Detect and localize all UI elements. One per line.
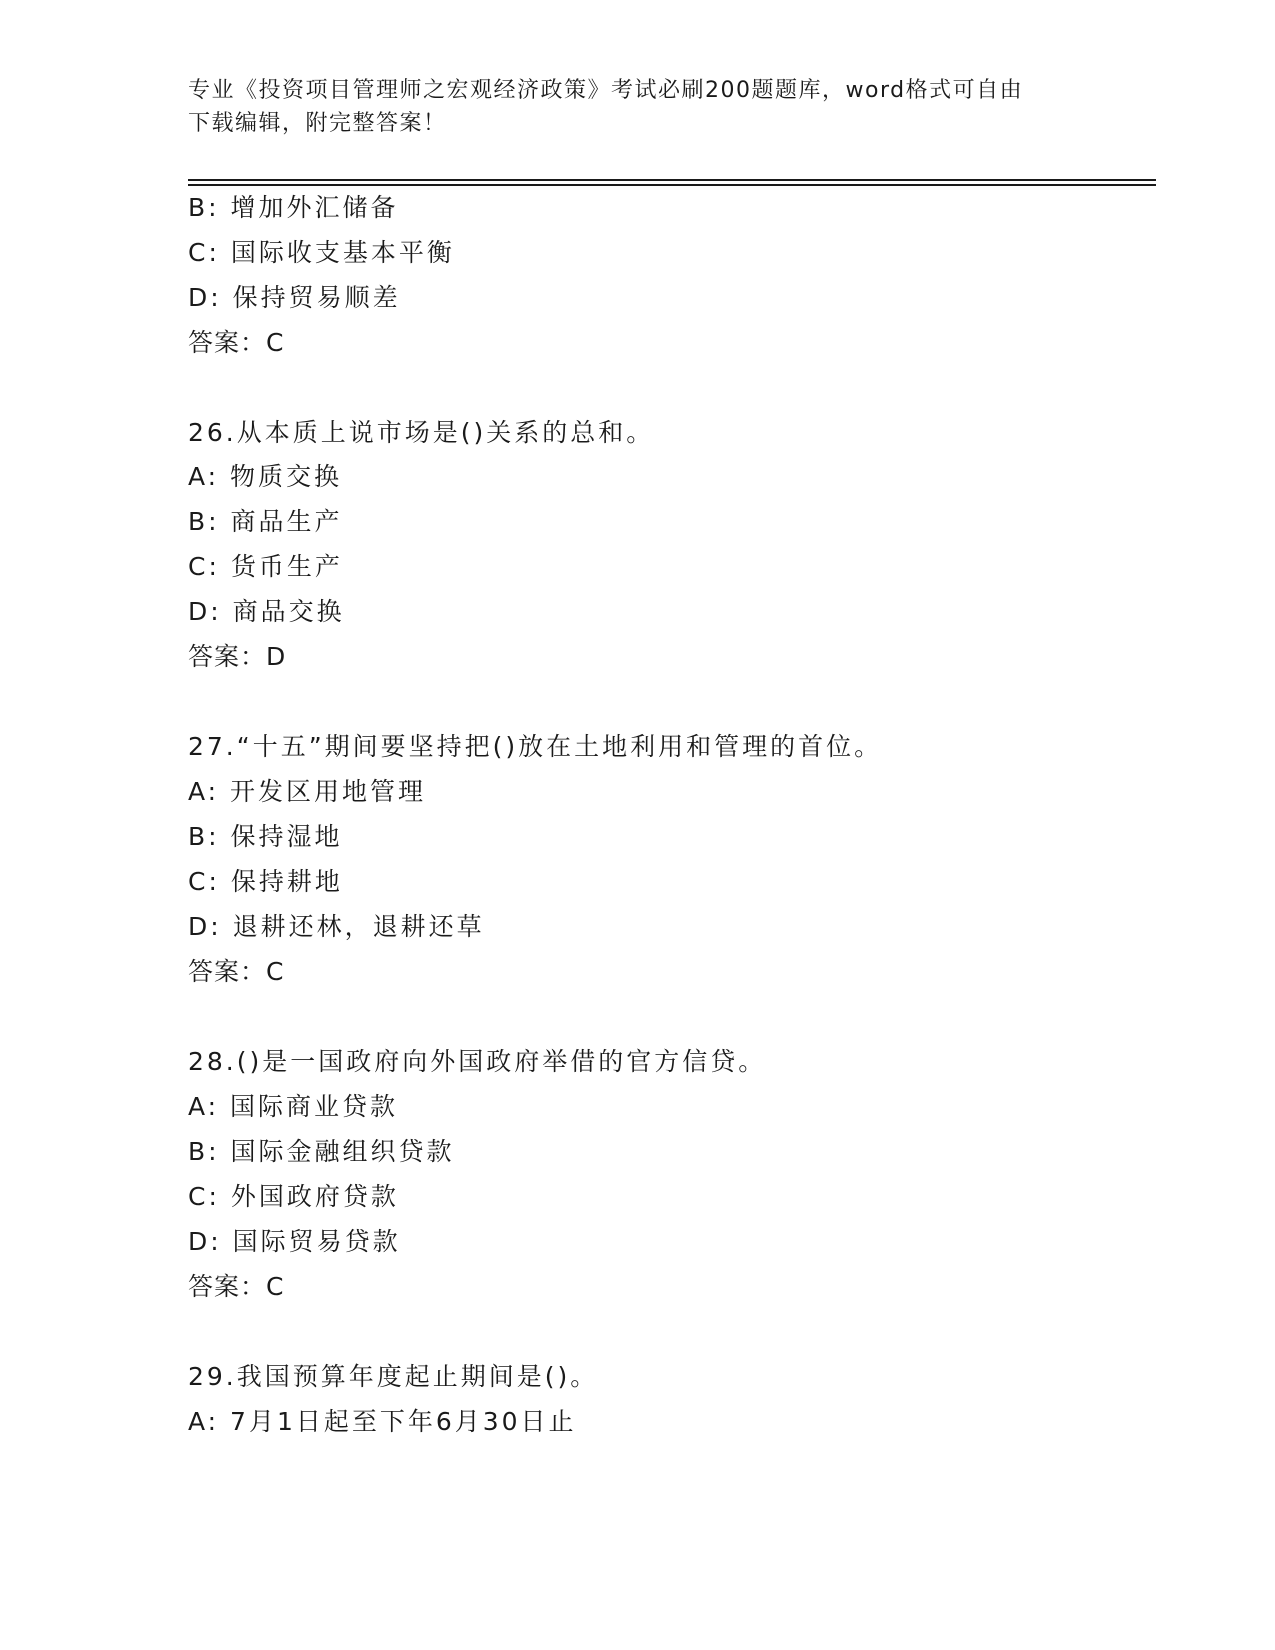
question-27-answer: 答案：C bbox=[188, 957, 285, 986]
question-26-option-d: D: 商品交换 bbox=[188, 597, 345, 626]
question-28-option-b: B: 国际金融组织贷款 bbox=[188, 1137, 455, 1166]
question-28-option-d: D: 国际贸易贷款 bbox=[188, 1227, 401, 1256]
header-rule-bottom bbox=[188, 184, 1156, 186]
question-26-option-a: A: 物质交换 bbox=[188, 462, 343, 491]
document-header bbox=[188, 74, 1088, 140]
question-27-stem: 27.“十五”期间要坚持把()放在土地利用和管理的首位。 bbox=[188, 732, 883, 761]
prev-option-d: D: 保持贸易顺差 bbox=[188, 283, 401, 312]
question-28-option-c: C: 外国政府贷款 bbox=[188, 1182, 399, 1211]
prev-option-c: C: 国际收支基本平衡 bbox=[188, 238, 455, 267]
question-26-option-b: B: 商品生产 bbox=[188, 507, 343, 536]
question-27-option-b: B: 保持湿地 bbox=[188, 822, 343, 851]
question-29-stem: 29.我国预算年度起止期间是()。 bbox=[188, 1362, 599, 1391]
question-29-option-a: A: 7月1日起至下年6月30日止 bbox=[188, 1407, 577, 1436]
prev-option-b: B: 增加外汇储备 bbox=[188, 193, 399, 222]
header-rule-top bbox=[188, 179, 1156, 181]
question-28-option-a: A: 国际商业贷款 bbox=[188, 1092, 399, 1121]
question-27-option-c: C: 保持耕地 bbox=[188, 867, 343, 896]
question-26-option-c: C: 货币生产 bbox=[188, 552, 343, 581]
question-28-stem: 28.()是一国政府向外国政府举借的官方信贷。 bbox=[188, 1047, 767, 1076]
prev-answer: 答案：C bbox=[188, 328, 285, 357]
header-line-1: 专业《投资项目管理师之宏观经济政策》考试必刷200题题库，word格式可自由 bbox=[188, 78, 1024, 103]
question-27-option-a: A: 开发区用地管理 bbox=[188, 777, 427, 806]
header-line-2: 下载编辑，附完整答案！ bbox=[188, 111, 447, 136]
question-26-answer: 答案：D bbox=[188, 642, 287, 671]
question-26-stem: 26.从本质上说市场是()关系的总和。 bbox=[188, 418, 655, 447]
question-27-option-d: D: 退耕还林，退耕还草 bbox=[188, 912, 485, 941]
question-28-answer: 答案：C bbox=[188, 1272, 285, 1301]
